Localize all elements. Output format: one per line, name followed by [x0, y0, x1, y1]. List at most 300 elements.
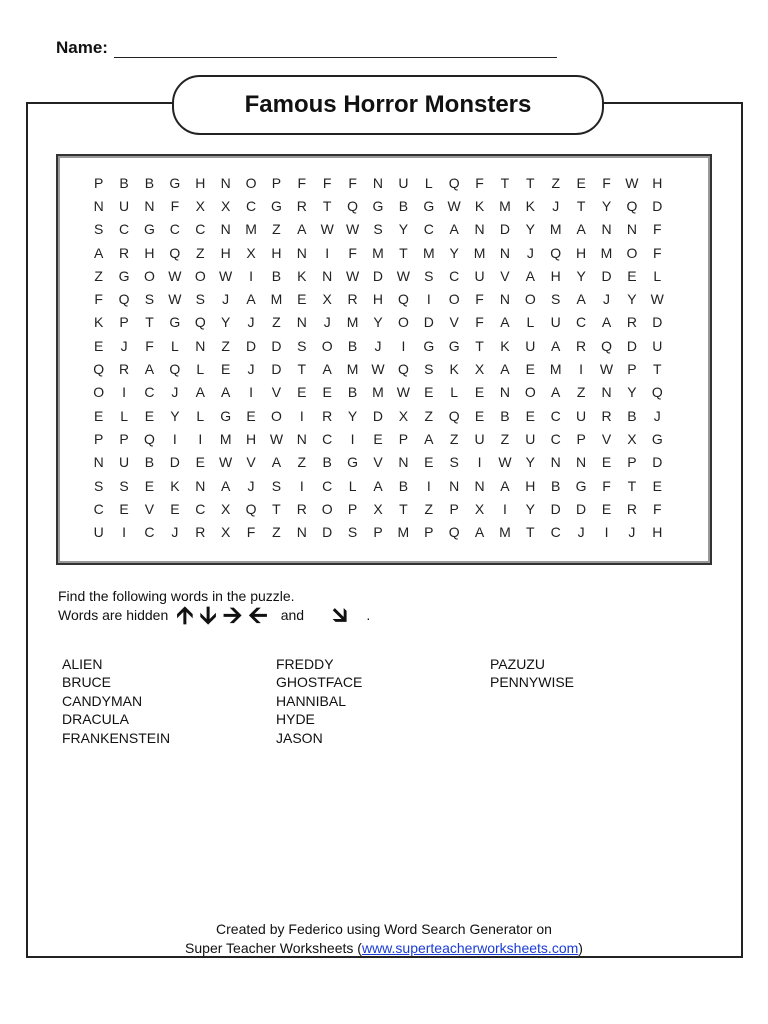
grid-letter: I [401, 337, 406, 354]
grid-letter: M [346, 361, 359, 378]
grid-letter: M [422, 244, 435, 261]
grid-letter: N [474, 221, 485, 238]
grid-letter: P [119, 430, 129, 447]
grid-letter: A [551, 384, 561, 401]
grid-letter: S [297, 337, 307, 354]
grid-letter: N [322, 267, 333, 284]
grid-letter: X [474, 361, 485, 378]
grid-letter: Y [525, 454, 535, 471]
grid-letter: G [372, 197, 384, 214]
grid-letter: H [576, 244, 587, 261]
grid-letter: Q [601, 337, 612, 354]
grid-letter: T [526, 524, 535, 541]
grid-letter: J [374, 337, 382, 354]
grid-letter: L [170, 337, 179, 354]
grid-letter: H [271, 244, 282, 261]
grid-row [86, 474, 691, 497]
grid-letter: Q [245, 500, 257, 517]
grid-letter: T [272, 500, 281, 517]
grid-letter: C [550, 524, 561, 541]
grid-letter: T [526, 174, 535, 191]
grid-letter: B [322, 454, 332, 471]
grid-row [86, 218, 691, 241]
grid-letter: I [122, 524, 127, 541]
word-item: CANDYMAN [62, 692, 143, 709]
grid-letter: W [650, 291, 664, 308]
grid-letter: H [245, 430, 257, 447]
grid-letter: K [94, 314, 104, 331]
grid-letter: V [246, 454, 256, 471]
grid-letter: Y [373, 314, 383, 331]
grid-letter: W [345, 267, 360, 284]
grid-letter: K [170, 477, 180, 494]
grid-letter: A [246, 291, 256, 308]
grid-letter: M [600, 244, 613, 261]
grid-letter: O [93, 384, 105, 401]
footer-suffix: ) [578, 940, 583, 956]
grid-letter: R [626, 500, 637, 517]
grid-letter: Y [170, 407, 180, 424]
word-item: GHOSTFACE [276, 674, 363, 691]
grid-letter: N [601, 221, 612, 238]
grid-letter: T [576, 197, 586, 214]
grid-letter: C [144, 384, 155, 401]
grid-letter: X [195, 197, 205, 214]
grid-letter: C [550, 407, 561, 424]
word-column-1 [62, 655, 276, 747]
grid-letter: I [579, 361, 584, 378]
grid-letter: M [499, 197, 511, 214]
grid-letter: Z [500, 430, 510, 447]
grid-letter: M [372, 384, 384, 401]
grid-letter: O [270, 407, 282, 424]
grid-letter: B [271, 267, 282, 284]
grid-letter: H [372, 291, 384, 308]
grid-letter: F [653, 221, 662, 238]
grid-letter: W [345, 221, 360, 238]
grid-letter: O [524, 291, 536, 308]
word-item: BRUCE [62, 674, 112, 691]
grid-row [86, 451, 691, 474]
grid-letter: F [348, 244, 357, 261]
grid-letter: A [551, 337, 561, 354]
grid-letter: S [373, 221, 383, 238]
grid-letter: U [474, 430, 485, 447]
grid-letter: E [144, 407, 155, 424]
grid-letter: N [398, 454, 409, 471]
grid-letter: L [526, 314, 535, 331]
grid-letter: N [499, 291, 510, 308]
grid-letter: E [94, 407, 104, 424]
grid-letter: B [347, 384, 358, 401]
grid-letter: D [499, 221, 510, 238]
grid-row [86, 404, 691, 427]
grid-letter: I [477, 454, 482, 471]
grid-letter: N [499, 384, 510, 401]
grid-letter: E [652, 477, 662, 494]
grid-letter: T [627, 477, 637, 494]
grid-letter: Z [221, 337, 230, 354]
grid-letter: D [652, 314, 663, 331]
grid-letter: T [500, 174, 510, 191]
grid-letter: C [449, 267, 460, 284]
grid-letter: I [350, 430, 355, 447]
grid-letter: T [297, 361, 307, 378]
grid-letter: Q [169, 361, 181, 378]
grid-letter: S [424, 267, 434, 284]
grid-letter: D [601, 267, 612, 284]
grid-letter: F [475, 174, 484, 191]
word-item: ALIEN [62, 656, 103, 672]
grid-letter: N [195, 337, 206, 354]
grid-letter: N [93, 454, 104, 471]
grid-letter: A [576, 291, 586, 308]
grid-letter: F [170, 197, 180, 214]
grid-letter: K [500, 337, 510, 354]
grid-letter: G [651, 430, 663, 447]
grid-letter: L [653, 267, 662, 284]
grid-letter: Q [347, 197, 359, 214]
arrow-up-icon: 🡩 [176, 601, 194, 629]
grid-letter: Q [93, 361, 105, 378]
grid-letter: J [628, 524, 636, 541]
grid-letter: W [269, 430, 284, 447]
word-item: DRACULA [62, 711, 129, 728]
grid-letter: N [296, 430, 307, 447]
grid-letter: M [245, 221, 257, 238]
grid-row [86, 171, 691, 194]
grid-letter: X [246, 244, 256, 261]
grid-letter: B [398, 197, 409, 214]
grid-letter: D [245, 337, 257, 354]
grid-letter: U [525, 430, 536, 447]
grid-letter: C [195, 221, 206, 238]
grid-letter: Z [297, 454, 307, 471]
grid-letter: V [373, 454, 383, 471]
grid-letter: P [627, 361, 637, 378]
grid-letter: N [576, 454, 587, 471]
grid-letter: P [119, 314, 129, 331]
grid-letter: S [449, 454, 459, 471]
grid-letter: F [653, 500, 662, 517]
grid-letter: Q [448, 407, 460, 424]
grid-letter: F [475, 314, 484, 331]
grid-letter: N [220, 174, 231, 191]
grid-letter: Q [144, 430, 155, 447]
grid-letter: B [144, 174, 155, 191]
grid-letter: O [524, 384, 536, 401]
grid-letter: W [219, 454, 233, 471]
grid-letter: Q [651, 384, 663, 401]
grid-letter: Y [398, 221, 409, 238]
grid-letter: Y [525, 221, 535, 238]
grid-letter: D [271, 337, 282, 354]
footer-line-1: Created by Federico using Word Search Generator on [216, 921, 552, 937]
grid-letter: I [503, 500, 507, 517]
grid-letter: T [399, 244, 408, 261]
grid-letter: Q [448, 174, 460, 191]
grid-letter: S [551, 291, 561, 308]
grid-letter: G [575, 477, 587, 494]
grid-letter: F [145, 337, 154, 354]
grid-letter: M [270, 291, 283, 308]
arrow-down-right-icon: 🡮 [332, 601, 348, 629]
grid-letter: F [348, 174, 357, 191]
grid-letter: R [347, 291, 358, 308]
grid-letter: J [526, 244, 534, 261]
grid-letter: C [423, 221, 434, 238]
grid-letter: W [396, 267, 410, 284]
directions-row [58, 601, 371, 629]
grid-letter: P [271, 174, 282, 191]
grid-letter: J [120, 337, 128, 354]
grid-letter: R [119, 244, 130, 261]
grid-letter: J [247, 314, 255, 331]
grid-letter: M [549, 221, 562, 238]
border-top-left [26, 102, 176, 104]
grid-letter: S [144, 291, 155, 308]
grid-letter: A [144, 361, 155, 378]
grid-letter: O [194, 267, 206, 284]
grid-letter: N [93, 197, 104, 214]
grid-letter: R [195, 524, 206, 541]
grid-letter: F [246, 524, 256, 541]
grid-letter: O [144, 267, 155, 284]
grid-letter: Z [272, 221, 281, 238]
grid-letter: E [322, 384, 332, 401]
grid-letter: U [398, 174, 409, 191]
grid-letter: Z [272, 524, 281, 541]
grid-letter: N [449, 477, 460, 494]
grid-letter: N [499, 244, 510, 261]
grid-letter: Y [601, 197, 612, 214]
grid-letter: P [424, 524, 434, 541]
grid-letter: K [449, 361, 459, 378]
grid-letter: P [627, 454, 637, 471]
grid-letter: U [550, 314, 561, 331]
grid-letter: W [168, 291, 182, 308]
grid-letter: I [426, 477, 431, 494]
grid-letter: D [271, 361, 282, 378]
grid-letter: A [449, 221, 459, 238]
grid-letter: W [396, 384, 410, 401]
grid-letter: E [94, 337, 104, 354]
grid-letter: Z [576, 384, 586, 401]
grid-letter: A [322, 361, 332, 378]
grid-letter: N [220, 221, 231, 238]
grid-letter: C [169, 221, 180, 238]
grid-letter: G [144, 221, 155, 238]
grid-letter: N [144, 197, 155, 214]
grid-letter: C [93, 500, 104, 517]
grid-letter: Q [397, 291, 409, 308]
grid-letter: A [500, 477, 510, 494]
grid-letter: T [653, 361, 662, 378]
grid-row [86, 194, 691, 217]
grid-letter: A [373, 477, 383, 494]
grid-letter: B [398, 477, 409, 494]
grid-letter: E [601, 454, 612, 471]
grid-letter: C [322, 477, 333, 494]
grid-letter: G [423, 337, 435, 354]
grid-letter: N [296, 314, 307, 331]
grid-letter: V [500, 267, 510, 284]
grid-letter: E [373, 430, 383, 447]
grid-letter: L [196, 407, 205, 424]
grid-letter: O [397, 314, 409, 331]
grid-letter: E [424, 454, 434, 471]
grid-letter: G [118, 267, 130, 284]
grid-row [86, 264, 691, 287]
grid-letter: I [604, 524, 609, 541]
grid-letter: S [94, 477, 104, 494]
grid-letter: C [245, 197, 257, 214]
grid-letter: K [525, 197, 535, 214]
grid-letter: H [652, 524, 663, 541]
grid-letter: O [245, 174, 257, 191]
arrow-down-icon: 🡫 [199, 601, 217, 629]
grid-letter: F [322, 174, 332, 191]
grid-letter: E [424, 384, 434, 401]
grid-letter: G [347, 454, 359, 471]
grid-letter: U [119, 454, 130, 471]
word-column-3 [490, 655, 704, 747]
grid-letter: S [94, 221, 104, 238]
arrow-left-icon: 🡨 [248, 601, 268, 629]
grid-letter: S [347, 524, 358, 541]
word-item: PAZUZU [490, 656, 545, 672]
grid-letter: T [399, 500, 408, 517]
word-item: FREDDY [276, 656, 334, 672]
grid-letter: J [552, 197, 560, 214]
grid-letter: P [398, 430, 409, 447]
grid-letter: B [500, 407, 510, 424]
grid-letter: W [498, 454, 512, 471]
grid-letter: N [601, 384, 612, 401]
grid-letter: A [195, 384, 205, 401]
grid-letter: M [346, 314, 359, 331]
grid-letter: N [626, 221, 637, 238]
grid-letter: J [171, 524, 179, 541]
grid-letter: H [525, 477, 536, 494]
grid-letter: O [321, 500, 333, 517]
grid-letter: U [525, 337, 536, 354]
grid-letter: Y [576, 267, 586, 284]
grid-letter: D [626, 337, 637, 354]
grid-letter: Z [94, 267, 103, 284]
grid-letter: H [220, 244, 231, 261]
grid-letter: H [144, 244, 155, 261]
grid-letter: I [249, 267, 253, 284]
grid-letter: W [371, 361, 385, 378]
grid-letter: J [222, 291, 230, 308]
grid-row [86, 334, 691, 357]
grid-letter: S [119, 477, 129, 494]
grid-letter: E [195, 454, 205, 471]
grid-letter: F [653, 244, 662, 261]
grid-letter: B [119, 174, 129, 191]
grid-letter: J [323, 314, 331, 331]
grid-letter: R [119, 361, 130, 378]
name-blank-line [114, 43, 557, 58]
grid-letter: D [372, 407, 384, 424]
grid-letter: G [448, 337, 460, 354]
grid-letter: G [220, 407, 232, 424]
grid-letter: A [94, 244, 104, 261]
grid-letter: M [397, 524, 410, 541]
worksheet-title [172, 75, 604, 135]
grid-letter: I [299, 407, 304, 424]
name-field-row [56, 38, 557, 58]
grid-letter: L [450, 384, 459, 401]
grid-letter: C [322, 430, 333, 447]
grid-letter: F [297, 174, 307, 191]
grid-letter: A [271, 454, 282, 471]
grid-letter: D [550, 500, 561, 517]
arrow-right-icon: 🡪 [222, 601, 243, 629]
grid-letter: C [550, 430, 561, 447]
word-item: HANNIBAL [276, 692, 347, 709]
grid-letter: G [169, 174, 181, 191]
grid-letter: L [196, 361, 205, 378]
name-label: Name: [56, 38, 108, 57]
grid-letter: K [474, 197, 485, 214]
grid-letter: I [122, 384, 127, 401]
border-top-right [598, 102, 743, 104]
grid-letter: C [576, 314, 587, 331]
grid-letter: N [372, 174, 384, 191]
grid-row [86, 287, 691, 310]
grid-letter: X [373, 500, 383, 517]
grid-letter: E [576, 174, 586, 191]
grid-letter: Z [449, 430, 459, 447]
grid-letter: A [601, 314, 612, 331]
grid-letter: F [94, 291, 103, 308]
grid-letter: X [220, 524, 231, 541]
grid-letter: Y [220, 314, 231, 331]
grid-letter: V [449, 314, 459, 331]
grid-letter: X [220, 500, 231, 517]
grid-letter: P [373, 524, 383, 541]
footer-prefix: Super Teacher Worksheets ( [185, 940, 362, 956]
grid-letter: X [627, 430, 637, 447]
grid-letter: Z [551, 174, 560, 191]
grid-row [86, 381, 691, 404]
grid-letter: M [372, 244, 384, 261]
grid-letter: D [372, 267, 384, 284]
grid-letter: C [195, 500, 206, 517]
grid-letter: R [322, 407, 333, 424]
grid-letter: B [347, 337, 358, 354]
word-item: PENNYWISE [490, 674, 575, 691]
grid-letter: Z [272, 314, 281, 331]
grid-letter: I [198, 430, 203, 447]
grid-letter: P [576, 430, 586, 447]
grid-letter: J [247, 361, 255, 378]
grid-letter: O [321, 337, 333, 354]
grid-letter: I [426, 291, 431, 308]
grid-letter: L [120, 407, 128, 424]
grid-row [86, 241, 691, 264]
grid-letter: A [576, 221, 586, 238]
grid-letter: R [576, 337, 587, 354]
grid-letter: C [119, 221, 130, 238]
word-list [62, 655, 704, 747]
website-link[interactable]: www.superteacherworksheets.com [361, 940, 579, 956]
letter-grid [86, 171, 691, 544]
footer-credit [0, 920, 768, 958]
grid-letter: J [247, 477, 255, 494]
